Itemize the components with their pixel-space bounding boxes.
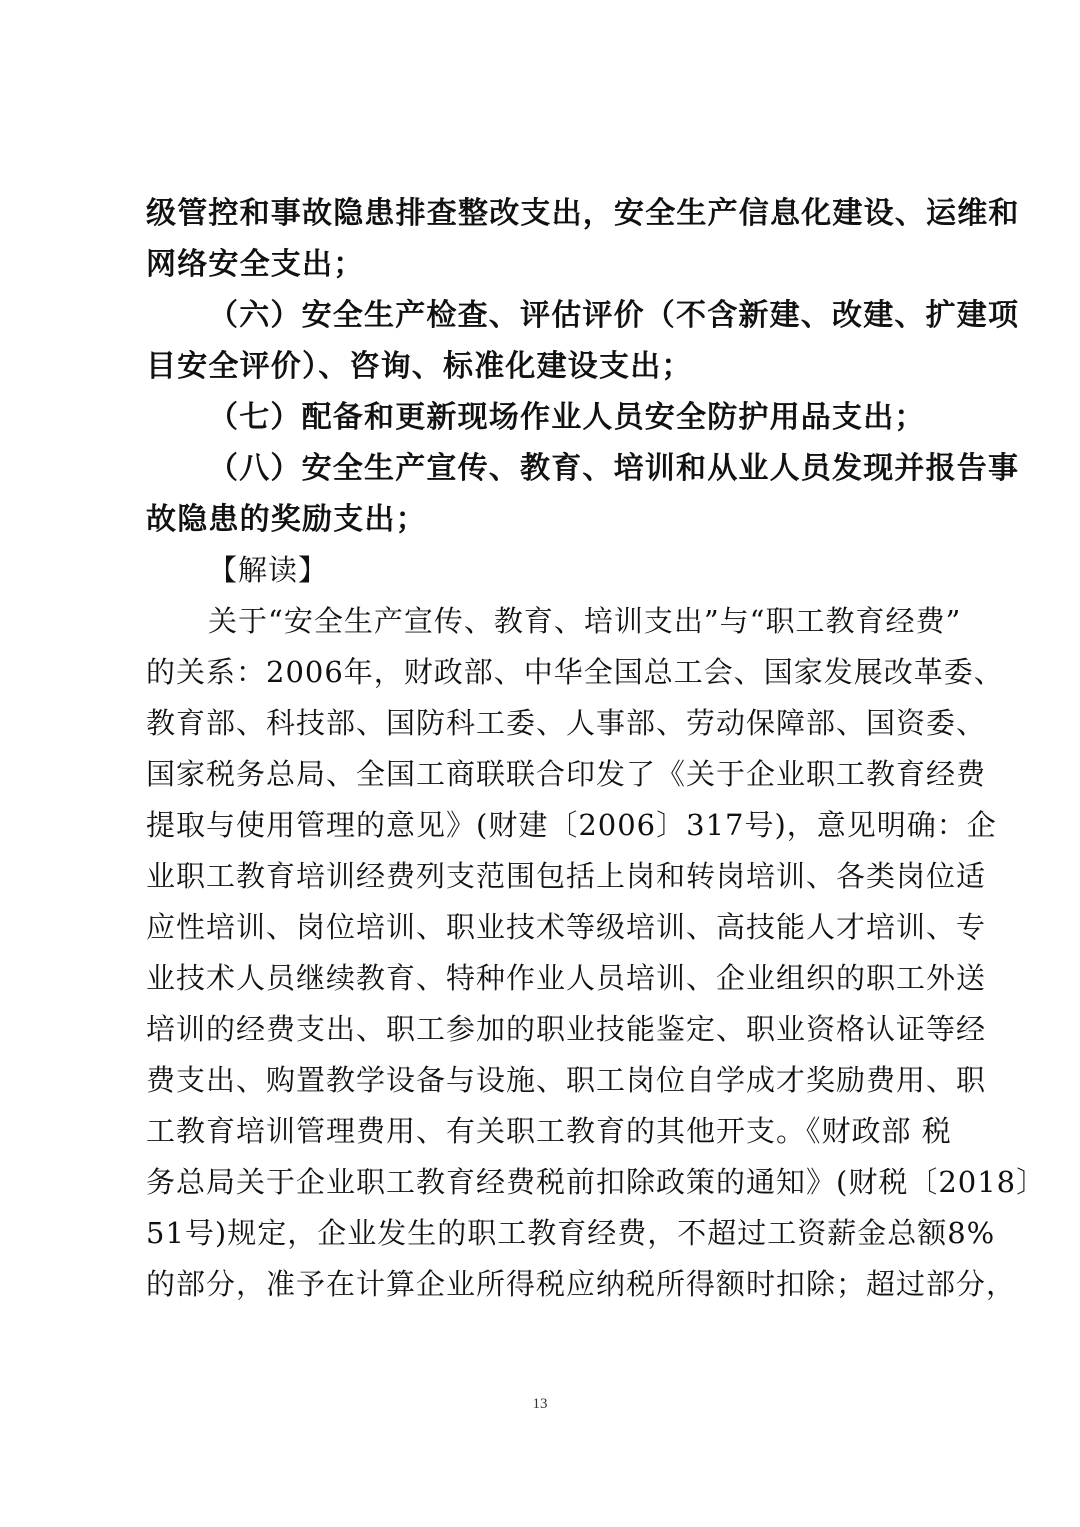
text-line: 故隐患的奖励支出； <box>146 502 427 537</box>
paragraph-line: 关于“安全生产宣传、教育、培训支出”与“职工教育经费” <box>208 604 962 638</box>
paragraph-line: 提取与使用管理的意见》(财建〔2006〕317号)，意见明确：企 <box>146 808 997 842</box>
text-line: 网络安全支出； <box>146 247 365 282</box>
paragraph-line: 的关系：2006年，财政部、中华全国总工会、国家发展改革委、 <box>146 655 1004 689</box>
paragraph-line: 应性培训、岗位培训、职业技术等级培训、高技能人才培训、专 <box>146 910 987 944</box>
list-item-eight: （八）安全生产宣传、教育、培训和从业人员发现并报告事 <box>208 451 1020 486</box>
paragraph-line: 业职工教育培训经费列支范围包括上岗和转岗培训、各类岗位适 <box>146 859 987 893</box>
list-item-seven: （七）配备和更新现场作业人员安全防护用品支出； <box>208 400 926 435</box>
paragraph-line: 业技术人员继续教育、特种作业人员培训、企业组织的职工外送 <box>146 961 987 995</box>
paragraph-line: 国家税务总局、全国工商联联合印发了《关于企业职工教育经费 <box>146 757 987 791</box>
paragraph-line: 费支出、购置教学设备与设施、职工岗位自学成才奖励费用、职 <box>146 1063 987 1097</box>
paragraph-line: 的部分，准予在计算企业所得税应纳税所得额时扣除；超过部分， <box>146 1267 1017 1301</box>
list-item-six: （六）安全生产检查、评估评价（不含新建、改建、扩建项 <box>208 298 1020 333</box>
paragraph-line: 51号)规定，企业发生的职工教育经费，不超过工资薪金总额8% <box>146 1216 996 1250</box>
page-number: 13 <box>532 1396 548 1412</box>
section-heading: 【解读】 <box>208 553 329 587</box>
paragraph-line: 务总局关于企业职工教育经费税前扣除政策的通知》(财税〔2018〕 <box>146 1165 1047 1199</box>
paragraph-line: 工教育培训管理费用、有关职工教育的其他开支。《财政部 税 <box>146 1114 952 1148</box>
document-body <box>146 188 1047 1310</box>
paragraph-line: 教育部、科技部、国防科工委、人事部、劳动保障部、国资委、 <box>146 706 987 740</box>
paragraph-line: 培训的经费支出、职工参加的职业技能鉴定、职业资格认证等经 <box>146 1012 987 1046</box>
text-line: 目安全评价）、咨询、标准化建设支出； <box>146 349 693 384</box>
text-line: 级管控和事故隐患排查整改支出，安全生产信息化建设、运维和 <box>146 196 1020 231</box>
